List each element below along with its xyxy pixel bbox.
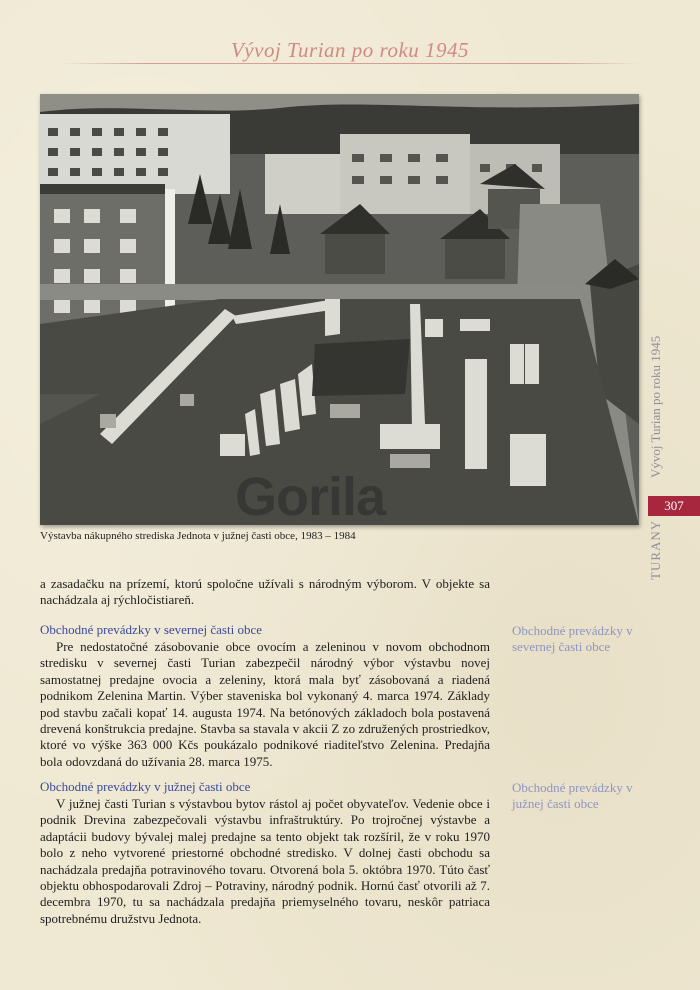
figure-caption: Výstavba nákupného strediska Jednota v južnej časti obce, 1983 – 1984 xyxy=(40,530,356,542)
section-text-north: Pre nedostatočné zásobovanie obce ovocím a zeleninou v novom obchodnom stredisku v severnej časti Turian zabezpečil národný výbor výstavbu novej samostatnej predajne ovocia a zeleniny, ktorá mala byť zásobovaná a riadená podnikom Zelenina Martin. Výber staveniska bol vykonaný 4. marca 1974. Základy pod stavbu začali kopať 14. augusta 1974. Na betónových základoch bola postavená drevená konštrukcia predajne. Stavba sa stavala v akcii Z zo združených prostriedkov, ktoré vo výške 363 000 Kčs poukázalo podnikové riaditeľstvo Zelenina. Predajňa bola odovzdaná do užívania 28. marca 1975. xyxy=(40,639,490,769)
section-body-south xyxy=(40,796,490,927)
header-divider xyxy=(60,63,640,64)
section-text-south: V južnej časti Turian s výstavbou bytov rástol aj počet obyvateľov. Vedenie obce i podnik Drevina zabezpečovali výstavbu infraštruktúry. Po trojročnej výstavbe a adaptácii budovy bývalej malej predajne sa tento objekt tak rozšíril, že v roku 1970 bolo z neho vytvorené priestorné obchodné stredisko. V dolnej časti obchodu sa nachádzala predajňa potravinového tovaru. Otvorená bola 5. októbra 1970. Túto časť objektu obhospodarovali Zdroj – Potraviny, národný podnik. Hornú časť otvorili až 7. decembra 1970, tu sa nachádzala predajňa priemyselného tovaru, neskôr patriaca spotrebnému družstvu Jednota. xyxy=(40,796,490,926)
intro-paragraph xyxy=(40,576,490,609)
section-body-north xyxy=(40,639,490,770)
section-heading-north: Obchodné prevádzky v severnej časti obce xyxy=(40,622,262,637)
photo-watermark: Gorila xyxy=(235,467,386,527)
running-header-title: Vývoj Turian po roku 1945 xyxy=(230,38,470,62)
margin-note-south: Obchodné prevádzky v južnej časti obce xyxy=(512,780,633,811)
section-heading-south: Obchodné prevádzky v južnej časti obce xyxy=(40,779,251,794)
intro-text: a zasadačku na prízemí, ktorú spoločne užívali s národným výborom. V objekte sa nachádzala aj rýchločistiareň. xyxy=(40,576,490,608)
construction-photo xyxy=(40,94,639,525)
side-chapter-title-text: Vývoj Turian po roku 1945 xyxy=(648,335,663,478)
page-number: 307 xyxy=(648,496,700,516)
margin-note-north: Obchodné prevádzky v severnej časti obce xyxy=(512,623,633,654)
side-book-title-text: TURANY xyxy=(648,519,663,580)
